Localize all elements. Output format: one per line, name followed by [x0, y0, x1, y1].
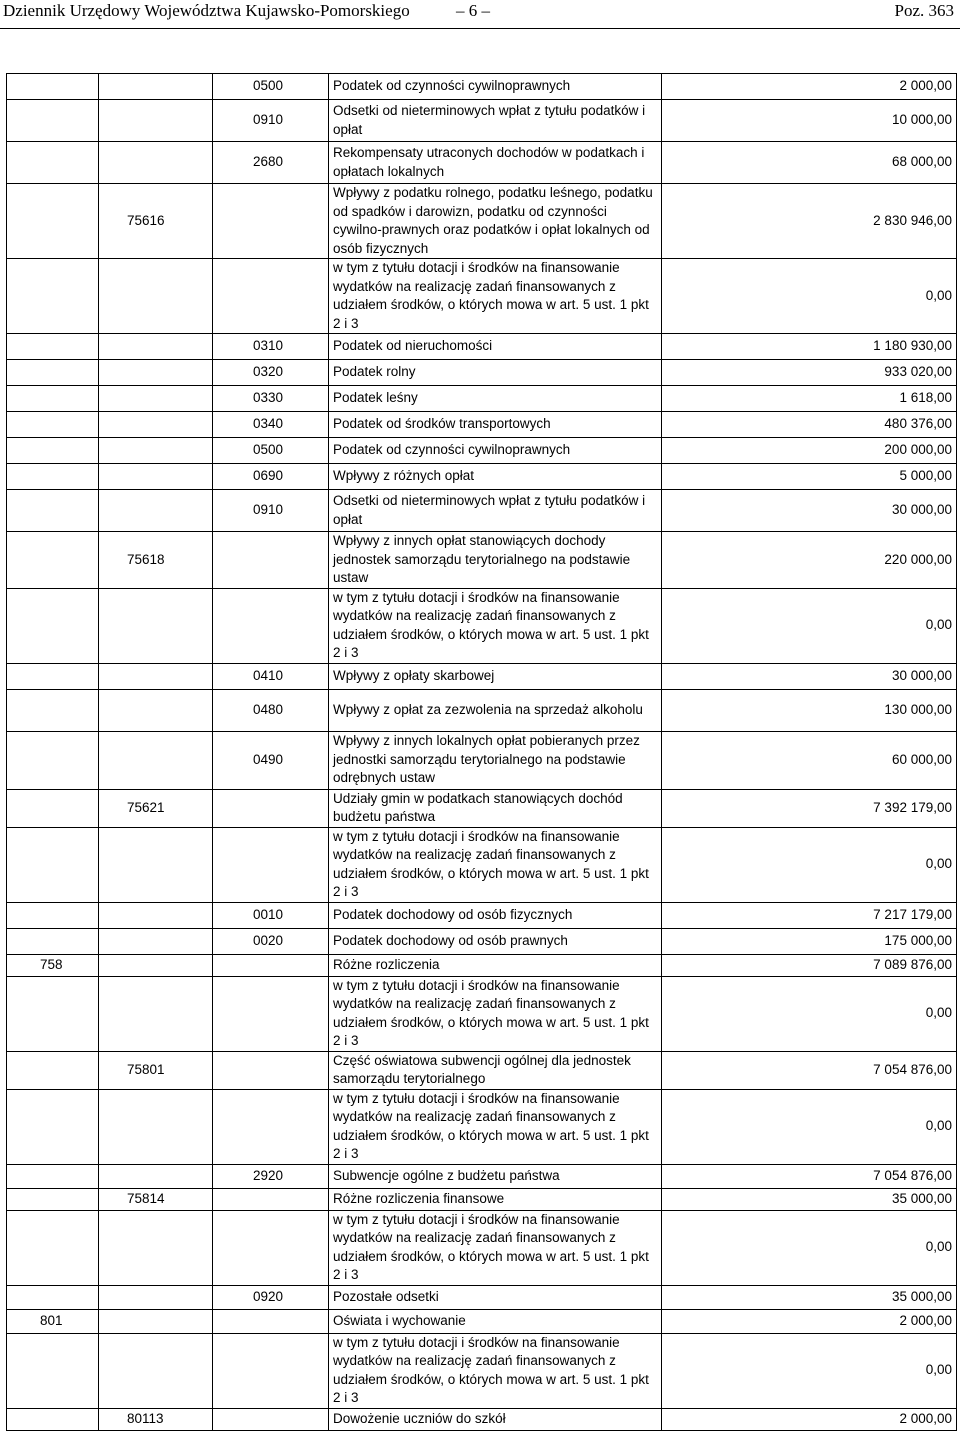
table-row	[7, 1051, 957, 1089]
amount-cell: 175 000,00	[662, 928, 957, 954]
table-row	[7, 1188, 957, 1210]
paragraph-code-cell	[213, 588, 329, 663]
description-cell: Wpływy z różnych opłat	[329, 464, 662, 490]
division-code-cell	[7, 386, 99, 412]
description-cell: Podatek leśny	[329, 386, 662, 412]
description-cell: Różne rozliczenia finansowe	[329, 1188, 662, 1210]
paragraph-code-cell	[213, 789, 329, 827]
table-row	[7, 1408, 957, 1430]
table-row	[7, 100, 957, 142]
chapter-code-cell	[99, 731, 213, 789]
paragraph-code-cell: 0310	[213, 334, 329, 360]
division-code-cell	[7, 142, 99, 184]
chapter-code-cell	[99, 827, 213, 902]
amount-cell: 7 054 876,00	[662, 1051, 957, 1089]
description-cell: Wpływy z innych lokalnych opłat pobieranych przez jednostki samorządu terytorialnego na podstawie odrębnych ustaw	[329, 731, 662, 789]
paragraph-code-cell: 2920	[213, 1164, 329, 1188]
division-code-cell	[7, 976, 99, 1051]
description-cell: Część oświatowa subwencji ogólnej dla jednostek samorządu terytorialnego	[329, 1051, 662, 1089]
amount-cell: 1 180 930,00	[662, 334, 957, 360]
budget-table-body	[7, 74, 957, 1431]
chapter-code-cell	[99, 100, 213, 142]
division-code-cell	[7, 902, 99, 928]
chapter-code-cell	[99, 259, 213, 334]
amount-cell: 35 000,00	[662, 1285, 957, 1309]
division-code-cell	[7, 1051, 99, 1089]
amount-cell: 130 000,00	[662, 689, 957, 731]
table-row	[7, 142, 957, 184]
division-code-cell	[7, 100, 99, 142]
chapter-code-cell	[99, 464, 213, 490]
division-code-cell	[7, 532, 99, 589]
division-code-cell	[7, 928, 99, 954]
division-code-cell	[7, 438, 99, 464]
division-code-cell	[7, 74, 99, 100]
description-cell: Pozostałe odsetki	[329, 1285, 662, 1309]
paragraph-code-cell: 0500	[213, 74, 329, 100]
division-code-cell	[7, 1089, 99, 1164]
chapter-code-cell	[99, 412, 213, 438]
chapter-code-cell: 75618	[99, 532, 213, 589]
chapter-code-cell	[99, 438, 213, 464]
paragraph-code-cell	[213, 1089, 329, 1164]
paragraph-code-cell: 0490	[213, 731, 329, 789]
division-code-cell	[7, 412, 99, 438]
division-code-cell	[7, 334, 99, 360]
division-code-cell	[7, 731, 99, 789]
paragraph-code-cell: 0690	[213, 464, 329, 490]
chapter-code-cell	[99, 954, 213, 976]
amount-cell: 0,00	[662, 259, 957, 334]
table-row	[7, 902, 957, 928]
table-row	[7, 731, 957, 789]
division-code-cell	[7, 1285, 99, 1309]
amount-cell: 30 000,00	[662, 490, 957, 532]
table-row	[7, 412, 957, 438]
description-cell: w tym z tytułu dotacji i środków na finansowanie wydatków na realizację zadań finansowanych z udziałem środków, o których mowa w art. 5 ust. 1 pkt 2 i 3	[329, 1333, 662, 1408]
chapter-code-cell	[99, 334, 213, 360]
chapter-code-cell	[99, 490, 213, 532]
amount-cell: 220 000,00	[662, 532, 957, 589]
chapter-code-cell	[99, 74, 213, 100]
description-cell: Podatek rolny	[329, 360, 662, 386]
division-code-cell	[7, 827, 99, 902]
table-row	[7, 259, 957, 334]
table-row	[7, 1210, 957, 1285]
table-row	[7, 928, 957, 954]
table-row	[7, 1285, 957, 1309]
paragraph-code-cell	[213, 532, 329, 589]
table-row	[7, 1164, 957, 1188]
chapter-code-cell	[99, 689, 213, 731]
description-cell: Odsetki od nieterminowych wpłat z tytułu podatków i opłat	[329, 490, 662, 532]
table-row	[7, 334, 957, 360]
table-row	[7, 438, 957, 464]
description-cell: Podatek od środków transportowych	[329, 412, 662, 438]
description-cell: Podatek od czynności cywilnoprawnych	[329, 74, 662, 100]
paragraph-code-cell	[213, 184, 329, 259]
chapter-code-cell: 75814	[99, 1188, 213, 1210]
amount-cell: 933 020,00	[662, 360, 957, 386]
chapter-code-cell	[99, 902, 213, 928]
description-cell: w tym z tytułu dotacji i środków na finansowanie wydatków na realizację zadań finansowanych z udziałem środków, o których mowa w art. 5 ust. 1 pkt 2 i 3	[329, 827, 662, 902]
description-cell: w tym z tytułu dotacji i środków na finansowanie wydatków na realizację zadań finansowanych z udziałem środków, o których mowa w art. 5 ust. 1 pkt 2 i 3	[329, 259, 662, 334]
paragraph-code-cell	[213, 1051, 329, 1089]
paragraph-code-cell: 0010	[213, 902, 329, 928]
chapter-code-cell: 75801	[99, 1051, 213, 1089]
amount-cell: 0,00	[662, 827, 957, 902]
division-code-cell	[7, 663, 99, 689]
amount-cell: 2 000,00	[662, 1408, 957, 1430]
description-cell: Podatek od nieruchomości	[329, 334, 662, 360]
division-code-cell	[7, 464, 99, 490]
table-row	[7, 789, 957, 827]
table-row	[7, 663, 957, 689]
chapter-code-cell	[99, 1210, 213, 1285]
paragraph-code-cell	[213, 1210, 329, 1285]
table-row	[7, 1089, 957, 1164]
chapter-code-cell	[99, 1309, 213, 1333]
description-cell: Dowożenie uczniów do szkół	[329, 1408, 662, 1430]
amount-cell: 0,00	[662, 976, 957, 1051]
description-cell: Podatek dochodowy od osób prawnych	[329, 928, 662, 954]
amount-cell: 0,00	[662, 1210, 957, 1285]
description-cell: w tym z tytułu dotacji i środków na finansowanie wydatków na realizację zadań finansowanych z udziałem środków, o których mowa w art. 5 ust. 1 pkt 2 i 3	[329, 1210, 662, 1285]
description-cell: Wpływy z opłaty skarbowej	[329, 663, 662, 689]
paragraph-code-cell	[213, 827, 329, 902]
budget-income-table	[6, 73, 957, 1431]
table-row	[7, 588, 957, 663]
chapter-code-cell: 80113	[99, 1408, 213, 1430]
description-cell: Wpływy z innych opłat stanowiących dochody jednostek samorządu terytorialnego na podstawie ustaw	[329, 532, 662, 589]
paragraph-code-cell: 0330	[213, 386, 329, 412]
amount-cell: 2 000,00	[662, 74, 957, 100]
paragraph-code-cell	[213, 976, 329, 1051]
division-code-cell	[7, 1164, 99, 1188]
chapter-code-cell: 75621	[99, 789, 213, 827]
paragraph-code-cell: 0340	[213, 412, 329, 438]
table-row	[7, 1309, 957, 1333]
amount-cell: 5 000,00	[662, 464, 957, 490]
division-code-cell: 801	[7, 1309, 99, 1333]
division-code-cell	[7, 360, 99, 386]
amount-cell: 7 089 876,00	[662, 954, 957, 976]
paragraph-code-cell	[213, 954, 329, 976]
amount-cell: 2 830 946,00	[662, 184, 957, 259]
paragraph-code-cell	[213, 259, 329, 334]
chapter-code-cell	[99, 386, 213, 412]
chapter-code-cell	[99, 360, 213, 386]
paragraph-code-cell: 0910	[213, 490, 329, 532]
table-row	[7, 827, 957, 902]
paragraph-code-cell	[213, 1333, 329, 1408]
description-cell: Odsetki od nieterminowych wpłat z tytułu podatków i opłat	[329, 100, 662, 142]
description-cell: Oświata i wychowanie	[329, 1309, 662, 1333]
amount-cell: 200 000,00	[662, 438, 957, 464]
paragraph-code-cell: 0500	[213, 438, 329, 464]
amount-cell: 10 000,00	[662, 100, 957, 142]
chapter-code-cell	[99, 976, 213, 1051]
table-row	[7, 532, 957, 589]
description-cell: w tym z tytułu dotacji i środków na finansowanie wydatków na realizację zadań finansowanych z udziałem środków, o których mowa w art. 5 ust. 1 pkt 2 i 3	[329, 976, 662, 1051]
amount-cell: 0,00	[662, 1089, 957, 1164]
amount-cell: 0,00	[662, 1333, 957, 1408]
division-code-cell	[7, 1210, 99, 1285]
paragraph-code-cell: 0480	[213, 689, 329, 731]
paragraph-code-cell: 0410	[213, 663, 329, 689]
division-code-cell	[7, 1333, 99, 1408]
amount-cell: 7 217 179,00	[662, 902, 957, 928]
amount-cell: 7 392 179,00	[662, 789, 957, 827]
description-cell: Różne rozliczenia	[329, 954, 662, 976]
amount-cell: 60 000,00	[662, 731, 957, 789]
division-code-cell	[7, 689, 99, 731]
amount-cell: 2 000,00	[662, 1309, 957, 1333]
chapter-code-cell	[99, 928, 213, 954]
division-code-cell	[7, 1188, 99, 1210]
table-row	[7, 689, 957, 731]
table-row	[7, 74, 957, 100]
table-row	[7, 976, 957, 1051]
division-code-cell	[7, 588, 99, 663]
chapter-code-cell	[99, 663, 213, 689]
amount-cell: 0,00	[662, 588, 957, 663]
chapter-code-cell	[99, 1285, 213, 1309]
amount-cell: 68 000,00	[662, 142, 957, 184]
division-code-cell	[7, 184, 99, 259]
paragraph-code-cell: 0920	[213, 1285, 329, 1309]
description-cell: Subwencje ogólne z budżetu państwa	[329, 1164, 662, 1188]
table-row	[7, 360, 957, 386]
paragraph-code-cell: 2680	[213, 142, 329, 184]
table-row	[7, 464, 957, 490]
description-cell: Podatek od czynności cywilnoprawnych	[329, 438, 662, 464]
paragraph-code-cell	[213, 1309, 329, 1333]
description-cell: Udziały gmin w podatkach stanowiących dochód budżetu państwa	[329, 789, 662, 827]
amount-cell: 480 376,00	[662, 412, 957, 438]
page-header	[0, 0, 960, 29]
description-cell: Podatek dochodowy od osób fizycznych	[329, 902, 662, 928]
table-row	[7, 386, 957, 412]
paragraph-code-cell	[213, 1188, 329, 1210]
page-number: – 6 –	[456, 1, 490, 20]
table-row	[7, 954, 957, 976]
chapter-code-cell	[99, 588, 213, 663]
paragraph-code-cell: 0020	[213, 928, 329, 954]
division-code-cell	[7, 789, 99, 827]
division-code-cell: 758	[7, 954, 99, 976]
position-number: Poz. 363	[894, 1, 954, 20]
paragraph-code-cell: 0910	[213, 100, 329, 142]
division-code-cell	[7, 259, 99, 334]
description-cell: Wpływy z opłat za zezwolenia na sprzedaż alkoholu	[329, 689, 662, 731]
chapter-code-cell	[99, 1164, 213, 1188]
amount-cell: 30 000,00	[662, 663, 957, 689]
division-code-cell	[7, 490, 99, 532]
table-row	[7, 184, 957, 259]
description-cell: w tym z tytułu dotacji i środków na finansowanie wydatków na realizację zadań finansowanych z udziałem środków, o których mowa w art. 5 ust. 1 pkt 2 i 3	[329, 1089, 662, 1164]
paragraph-code-cell: 0320	[213, 360, 329, 386]
description-cell: Wpływy z podatku rolnego, podatku leśnego, podatku od spadków i darowizn, podatku od czynności cywilno-prawnych oraz podatków i opłat lokalnych od osób fizycznych	[329, 184, 662, 259]
paragraph-code-cell	[213, 1408, 329, 1430]
amount-cell: 7 054 876,00	[662, 1164, 957, 1188]
amount-cell: 35 000,00	[662, 1188, 957, 1210]
table-row	[7, 490, 957, 532]
amount-cell: 1 618,00	[662, 386, 957, 412]
division-code-cell	[7, 1408, 99, 1430]
description-cell: Rekompensaty utraconych dochodów w podatkach i opłatach lokalnych	[329, 142, 662, 184]
table-row	[7, 1333, 957, 1408]
chapter-code-cell	[99, 1089, 213, 1164]
journal-title: Dziennik Urzędowy Województwa Kujawsko-Pomorskiego	[3, 1, 410, 20]
description-cell: w tym z tytułu dotacji i środków na finansowanie wydatków na realizację zadań finansowanych z udziałem środków, o których mowa w art. 5 ust. 1 pkt 2 i 3	[329, 588, 662, 663]
chapter-code-cell	[99, 142, 213, 184]
chapter-code-cell	[99, 1333, 213, 1408]
chapter-code-cell: 75616	[99, 184, 213, 259]
